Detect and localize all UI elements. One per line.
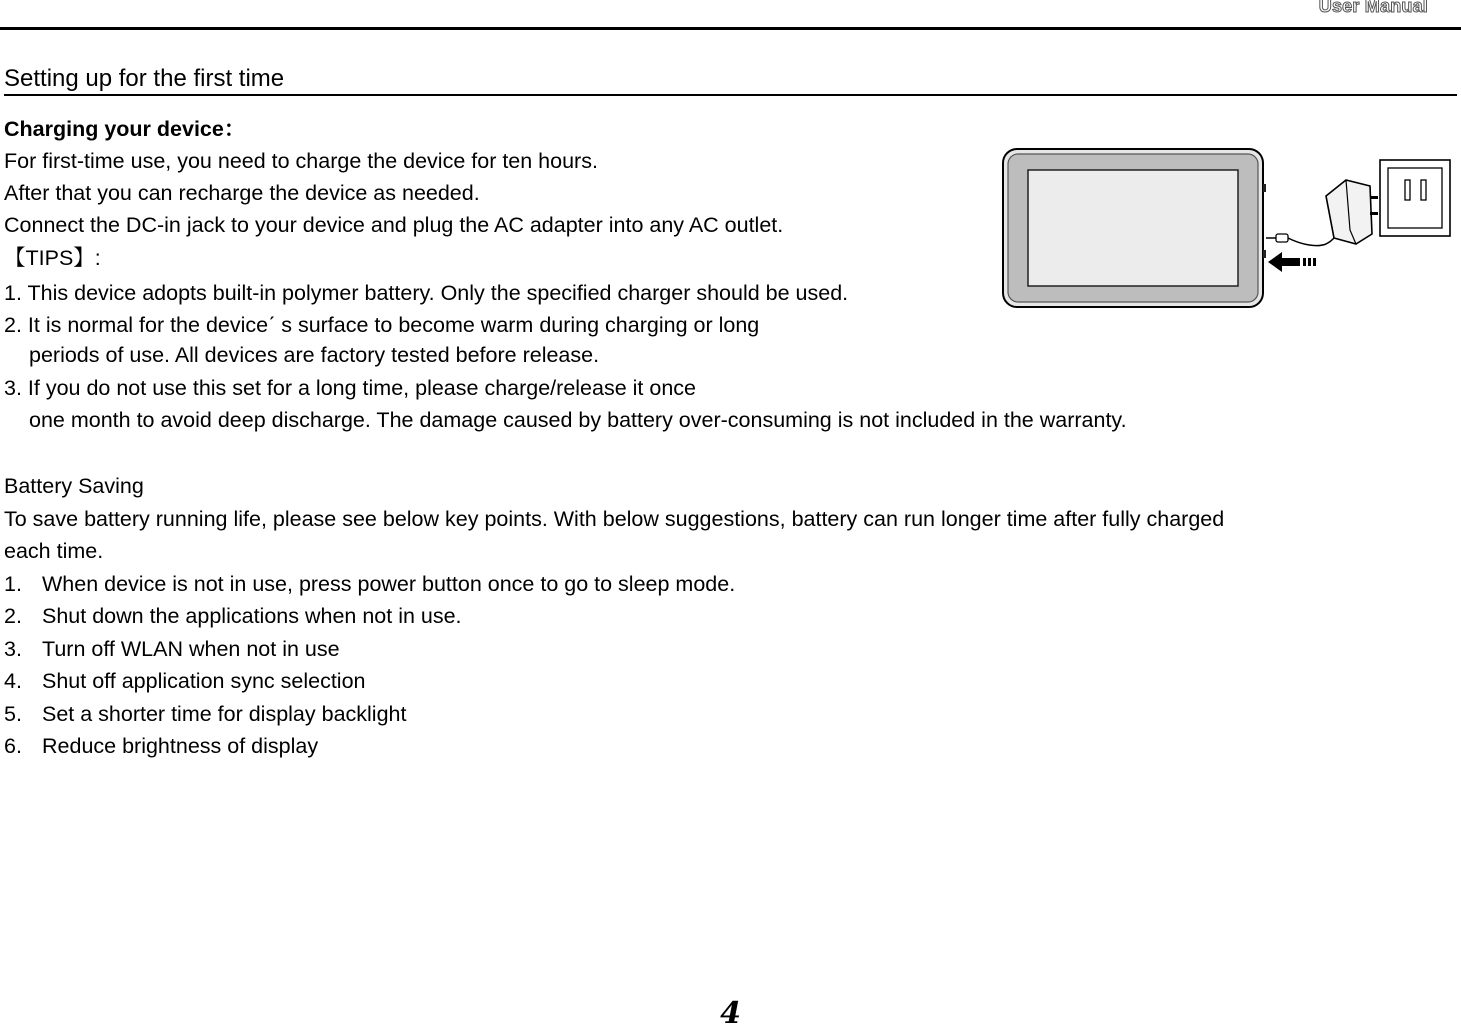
list-item-number: 3. bbox=[4, 637, 22, 661]
section-divider bbox=[4, 94, 1457, 96]
wall-outlet-icon bbox=[1380, 160, 1450, 236]
battery-intro: each time. bbox=[4, 539, 104, 563]
charging-line: Connect the DC-in jack to your device and plug the AC adapter into any AC outlet. bbox=[4, 213, 784, 237]
list-item-number: 2. bbox=[4, 604, 22, 628]
charging-heading: Charging your device： bbox=[4, 117, 246, 141]
list-item: Turn off WLAN when not in use bbox=[42, 637, 340, 661]
header-label: User Manual bbox=[1318, 0, 1428, 16]
header-divider bbox=[0, 27, 1461, 30]
list-item: Shut off application sync selection bbox=[42, 669, 366, 693]
tip-line: 3. If you do not use this set for a long time, please charge/release it once bbox=[4, 376, 696, 400]
tips-label: 【TIPS】: bbox=[4, 246, 101, 270]
page-number: 4 bbox=[720, 996, 741, 1031]
list-item: Set a shorter time for display backlight bbox=[42, 702, 407, 726]
tip-line: periods of use. All devices are factory tested before release. bbox=[29, 343, 600, 367]
tip-line: 2. It is normal for the deviceˊ s surface to become warm during charging or long bbox=[4, 313, 760, 337]
charging-line: After that you can recharge the device as needed. bbox=[4, 181, 480, 205]
battery-heading: Battery Saving bbox=[4, 474, 144, 498]
list-item-number: 4. bbox=[4, 669, 22, 693]
charging-illustration bbox=[1000, 146, 1456, 312]
list-item: When device is not in use, press power button once to go to sleep mode. bbox=[42, 572, 736, 596]
list-item: Reduce brightness of display bbox=[42, 734, 319, 758]
section-title: Setting up for the first time bbox=[4, 65, 285, 92]
charging-line: For first-time use, you need to charge the device for ten hours. bbox=[4, 149, 598, 173]
charger-icon bbox=[1326, 180, 1378, 244]
tip-line: 1. This device adopts built-in polymer battery. Only the specified charger should be used. bbox=[4, 281, 849, 305]
arrow-icon bbox=[1268, 252, 1316, 272]
tablet-icon bbox=[1003, 149, 1266, 307]
list-item-number: 1. bbox=[4, 572, 22, 596]
list-item: Shut down the applications when not in use. bbox=[42, 604, 462, 628]
list-item-number: 6. bbox=[4, 734, 22, 758]
tip-line: one month to avoid deep discharge. The damage caused by battery over-consuming is not included in the warranty. bbox=[29, 408, 1127, 432]
list-item-number: 5. bbox=[4, 702, 22, 726]
battery-intro: To save battery running life, please see below key points. With below suggestions, battery can run longer time after fully charged bbox=[4, 507, 1225, 531]
